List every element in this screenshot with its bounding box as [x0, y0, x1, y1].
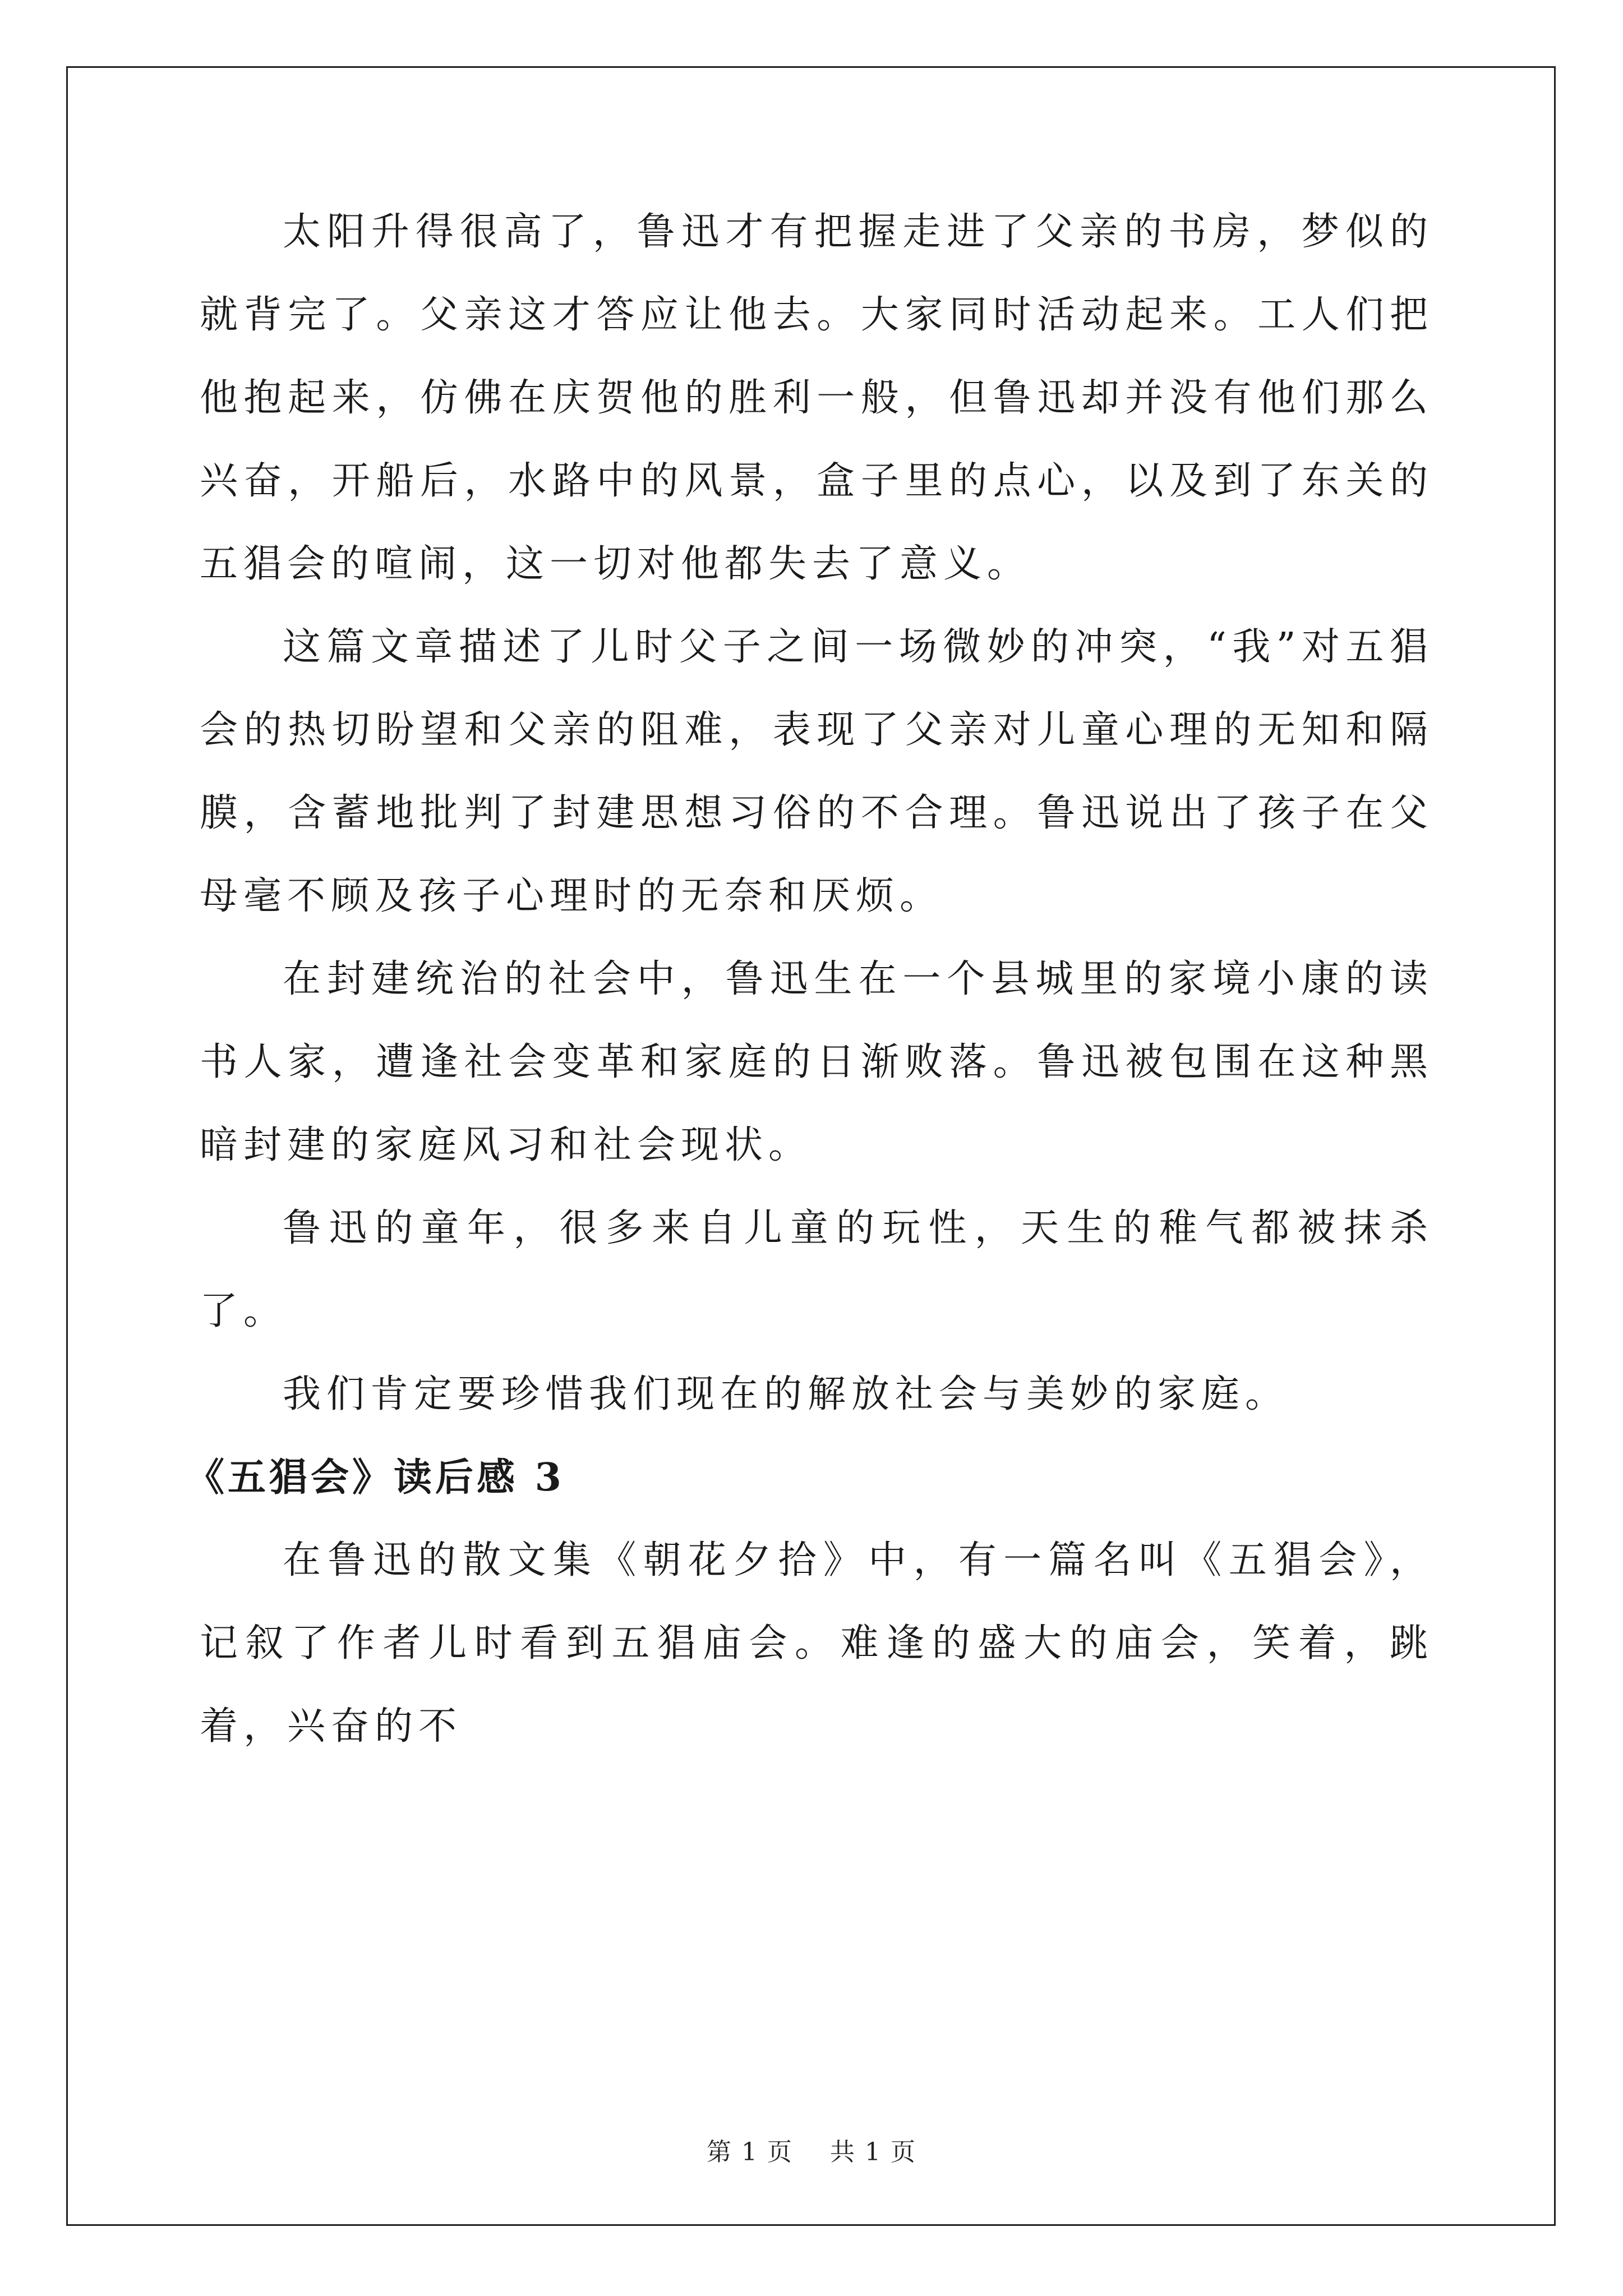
- page-number: 第 1 页: [707, 2138, 793, 2166]
- paragraph-4: 鲁迅的童年，很多来自儿童的玩性，天生的稚气都被抹杀了。: [200, 1206, 1433, 1333]
- document-body: [186, 191, 1433, 1768]
- paragraph-1: 太阳升得很高了，鲁迅才有把握走进了父亲的书房，梦似的就背完了。父亲这才答应让他去。大家同时活动起来。工人们把他抱起来，仿佛在庆贺他的胜利一般，但鲁迅却并没有他们那么兴奋，开船后，水路中的风景，盒子里的点心，以及到了东关的五猖会的喧闹，这一切对他都失去了意义。: [200, 210, 1433, 586]
- paragraph-2: 这篇文章描述了儿时父子之间一场微妙的冲突，“我”对五猖会的热切盼望和父亲的阻难，表现了父亲对儿童心理的无知和隔膜，含蓄地批判了封建思想习俗的不合理。鲁迅说出了孩子在父母毫不顾及孩子心理时的无奈和厌烦。: [200, 625, 1433, 918]
- section-heading: 《五猖会》读后感 3: [186, 1455, 565, 1500]
- page-footer: [0, 2132, 1623, 2168]
- paragraph-5: 我们肯定要珍惜我们现在的解放社会与美妙的家庭。: [283, 1372, 1289, 1416]
- paragraph-3: 在封建统治的社会中，鲁迅生在一个县城里的家境小康的读书人家，遭逢社会变革和家庭的日渐败落。鲁迅被包围在这种黑暗封建的家庭风习和社会现状。: [200, 957, 1433, 1167]
- section-paragraph-1: 在鲁迅的散文集《朝花夕拾》中，有一篇名叫《五猖会》，记叙了作者儿时看到五猖庙会。难逢的盛大的庙会，笑着，跳着，兴奋的不: [200, 1538, 1433, 1749]
- page-total: 共 1 页: [830, 2138, 916, 2166]
